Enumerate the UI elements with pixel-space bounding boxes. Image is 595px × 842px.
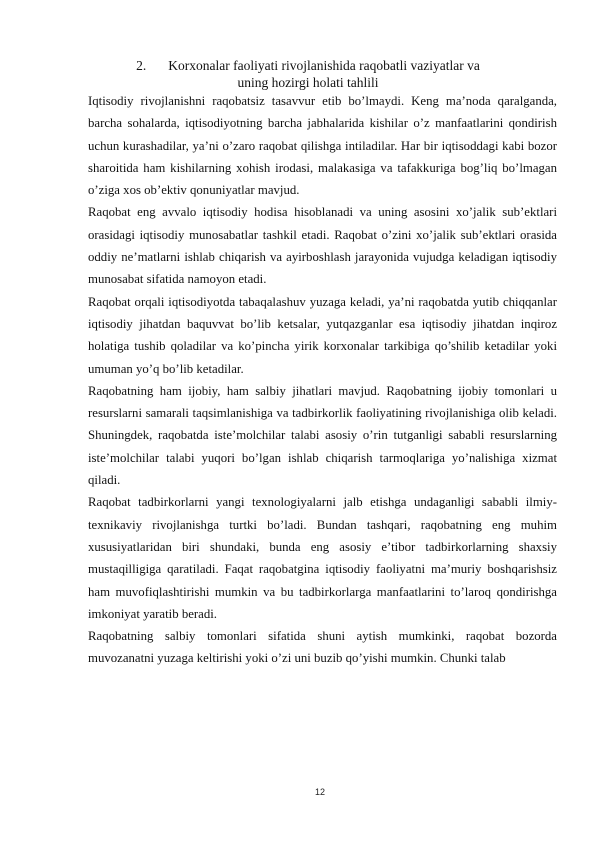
section-title-line-2: uning hozirgi holati tahlili	[237, 75, 379, 90]
paragraph-5: Raqobat tadbirkorlarni yangi texnologiyalarni jalb etishga undaganligi sababli ilmiy-texnikaviy rivojlanishga turtki bo’ladi. Bundan tashqari, raqobatning eng muhim xususiyatlaridan biri shundaki, bunda eng asosiy e’tibor tadbirkorlarning shaxsiy mustaqilligiga qaratiladi. Faqat raqobatgina iqtisodiy faoliyatni ma’muriy boshqarishsiz ham muvofiqlashtirishi mumkin va bu tadbirkorlarga manfaatlarini to’laroq qondirishga imkoniyat yaratib beradi.	[88, 495, 557, 621]
paragraph-6: Raqobatning salbiy tomonlari sifatida shuni aytish mumkinki, raqobat bozorda muvozanatni yuzaga keltirishi yoki o’zi uni buzib qo’yishi mumkin. Chunki talab	[88, 629, 557, 666]
paragraph-3: Raqobat orqali iqtisodiyotda tabaqalashuv yuzaga keladi, ya’ni raqobatda yutib chiqqanlar iqtisodiy jihatdan baquvvat bo’lib ketsalar, yutqazganlar esa iqtisodiy jihatdan inqiroz holatiga tushib qoladilar va ko’pincha yirik korxonalar tarkibiga qo’shilib ketadilar yoki umuman yo’q bo’lib ketadilar.	[88, 294, 557, 376]
paragraph-4: Raqobatning ham ijobiy, ham salbiy jihatlari mavjud. Raqobatning ijobiy tomonlari u resurslarni samarali taqsimlanishiga va tadbirkorlik faoliyatining rivojlanishiga olib keladi. Shuningdek, raqobatda iste’molchilar talabi asosiy o’rin tutganligi sababli resurslarning iste’molchilar talabi yuqori bo’lgan ishlab chiqarish tarmoqlariga yo’nalishiga xizmat qiladi.	[88, 383, 557, 488]
paragraph-2: Raqobat eng avvalo iqtisodiy hodisa hisoblanadi va uning asosini xo’jalik sub’ektlari orasidagi iqtisodiy munosabatlar tashkil etadi. Raqobat o’zini xo’jalik sub’ektlari orasida oddiy ne’matlarni ishlab chiqarish va ayirboshlash jarayonida vujudga keladigan iqtisodiy munosabat sifatida namoyon etadi.	[88, 205, 557, 287]
section-heading	[88, 57, 528, 91]
page-number: 12	[314, 787, 325, 797]
section-number: 2.	[136, 58, 147, 73]
section-title-line-1: Korxonalar faoliyati rivojlanishida raqobatli vaziyatlar va	[168, 58, 480, 73]
body-text	[88, 90, 557, 670]
paragraph-1: Iqtisodiy rivojlanishni raqobatsiz tasavvur etib bo’lmaydi. Keng ma’noda qaralganda, barcha sohalarda, iqtisodiyotning barcha jabhalarida kishilar o’z manfaatlarini qondirish uchun kurashadilar, ya’ni o’zaro raqobat qilishga intiladilar. Har bir iqtisoddagi kabi bozor sharoitida ham kishilarning xohish irodasi, malakasiga va tafakkuriga bog’liq bo’lmagan o’ziga xos ob’ektiv qonuniyatlar mavjud.	[88, 94, 557, 198]
section-heading-line-1	[88, 57, 528, 74]
